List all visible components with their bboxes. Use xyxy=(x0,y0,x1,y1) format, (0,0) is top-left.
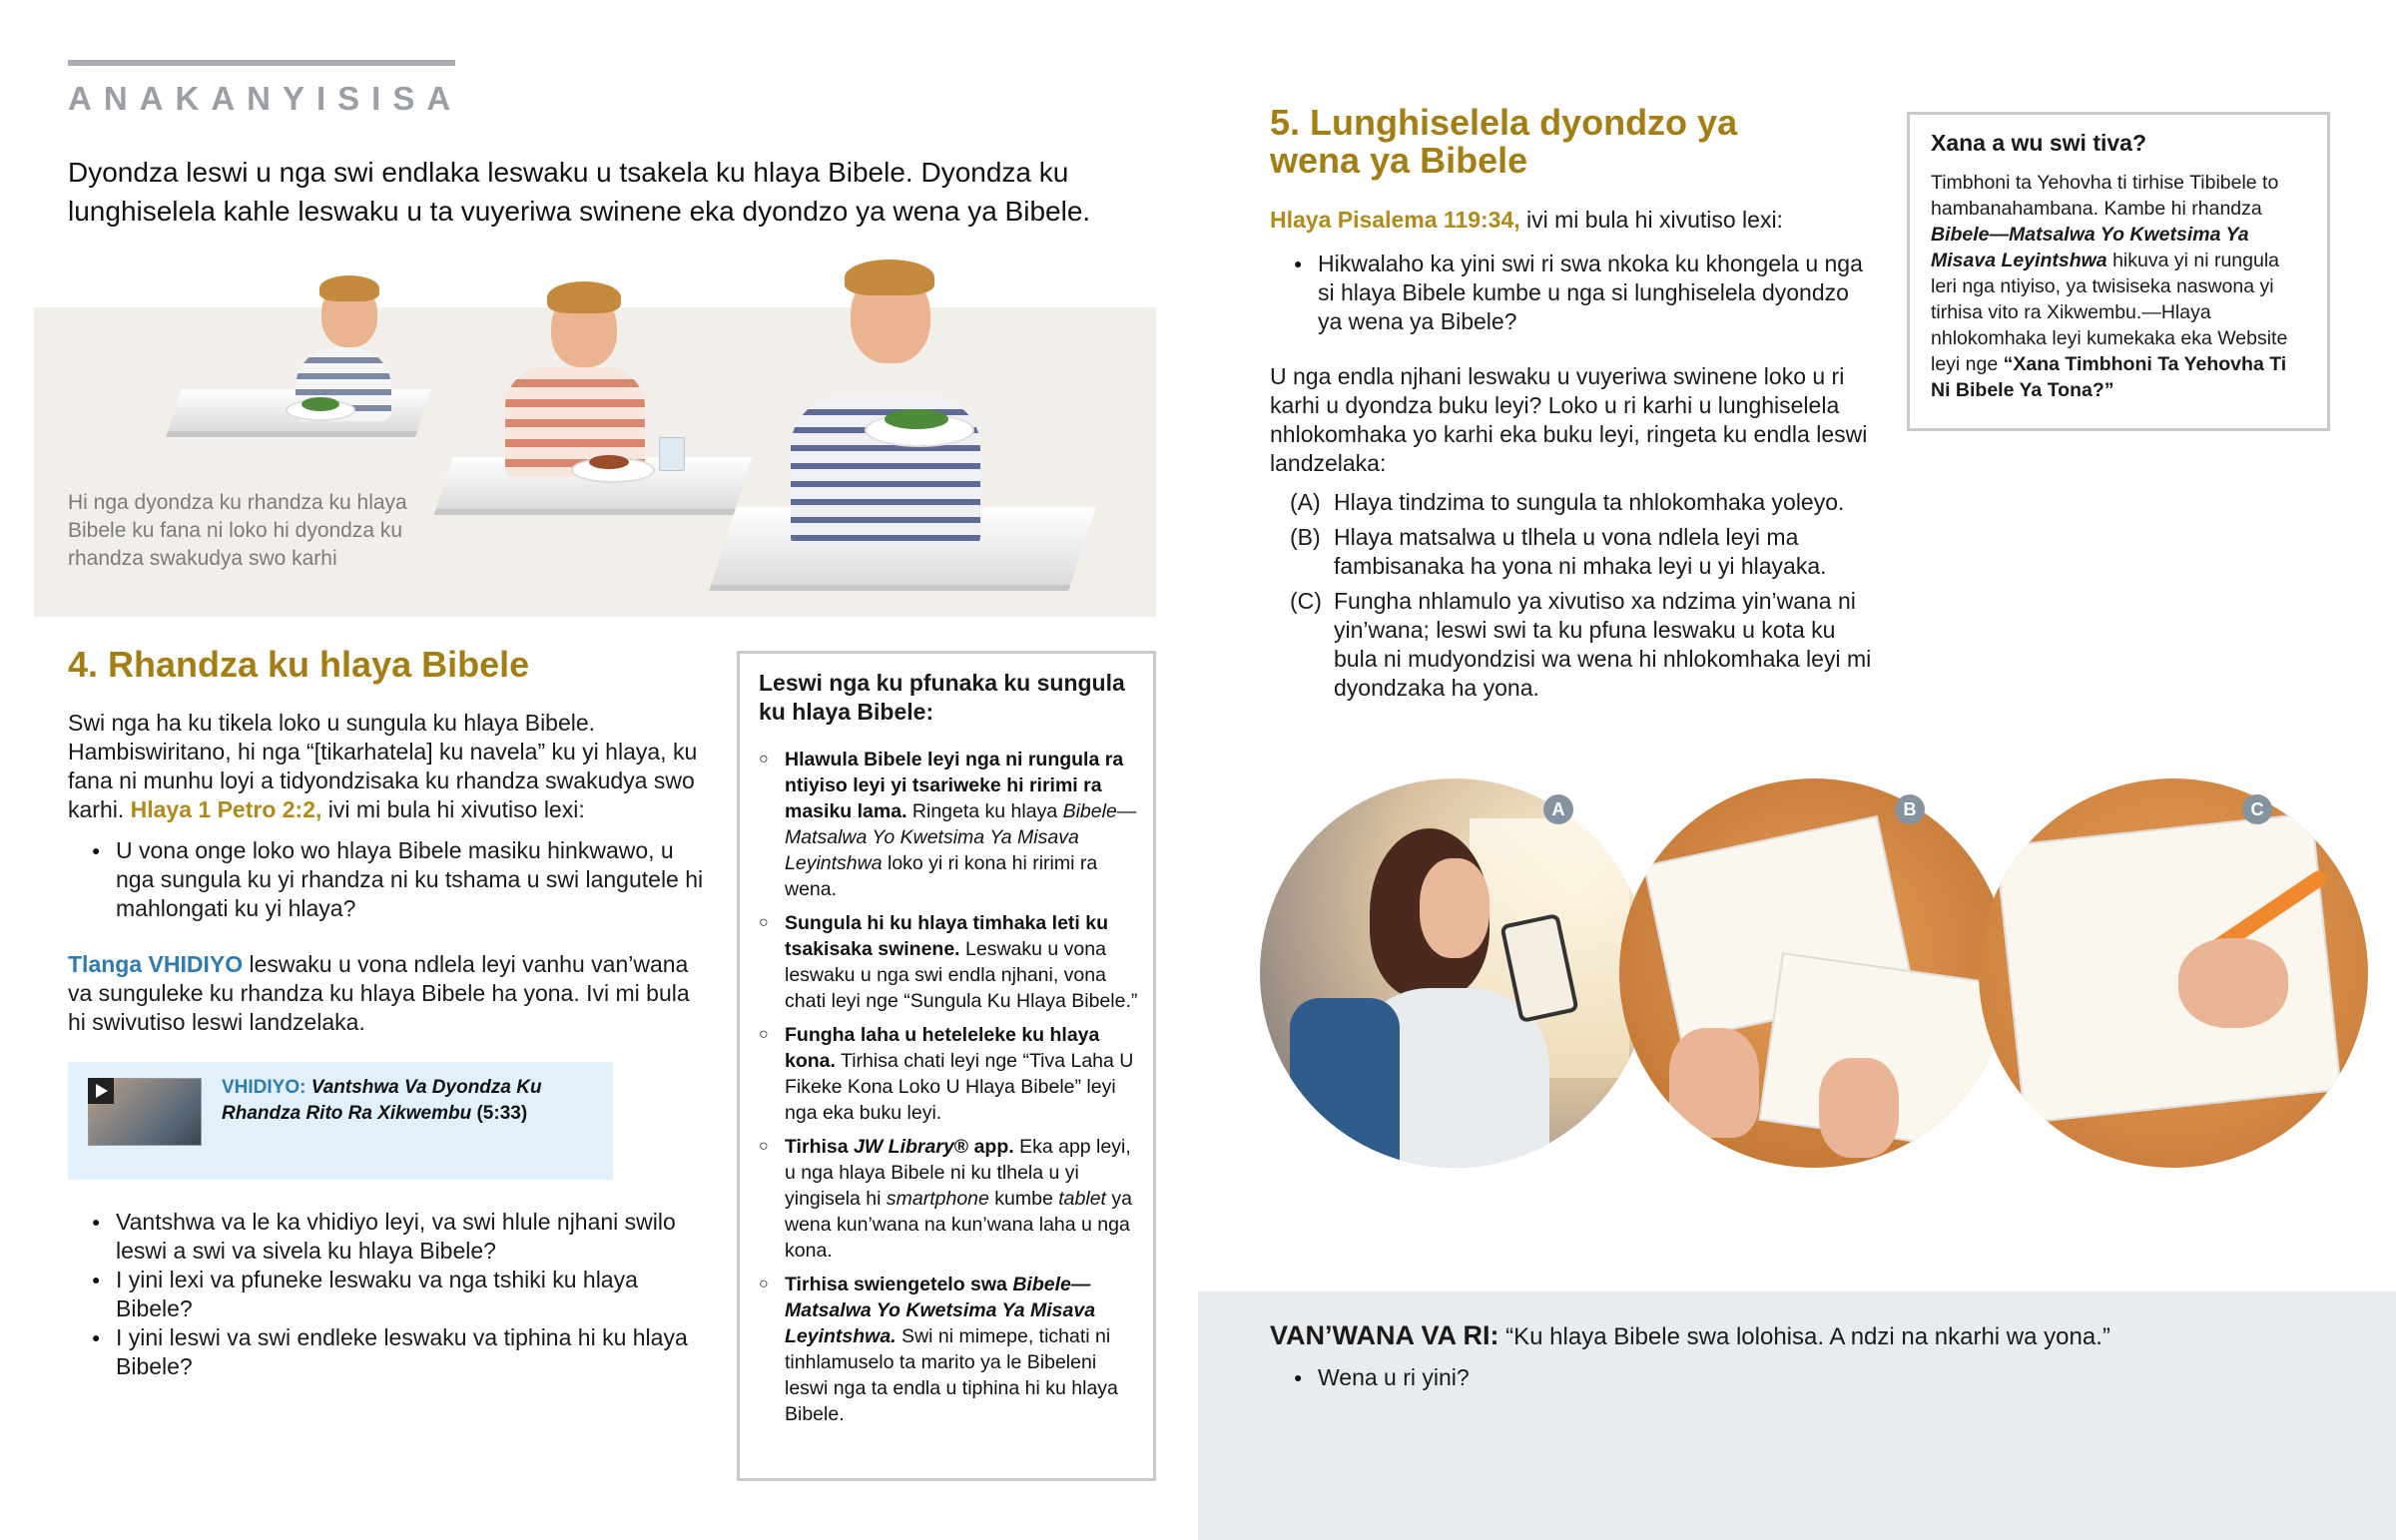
list-item: ● Vantshwa va le ka vhidiyo leyi, va swi hlule njhani swilo leswi a swi va sivela ku hlaya Bibele? xyxy=(70,1208,709,1266)
badge-b: B xyxy=(1895,794,1925,824)
play-video-link[interactable]: Tlanga VHIDIYO xyxy=(68,951,244,977)
video-name: Vantshwa Va Dyondza Ku Rhandza Rito Ra Xikwembu xyxy=(222,1077,542,1124)
list-item: ● I yini lexi va pfuneke leswaku va nga tshiki ku hlaya Bibele? xyxy=(70,1266,709,1323)
article-link[interactable]: “Xana Timbhoni Ta Yehovha Ti Ni Bibele Ya Tona?” xyxy=(1931,353,2287,401)
step-text: Hlaya matsalwa u tlhela u vona ndlela leyi ma fambisanaka ha yona ni mhaka leyi u yi hlayaka. xyxy=(1334,524,1827,579)
step-text: Fungha nhlamulo ya xivutiso xa ndzima yin’wana ni yin’wana; leswi swi ta ku pfuna leswaku u kota ku bula ni mudyondzisi wa wena hi nhlokomhaka leyi mi dyondzaka ha yona. xyxy=(1334,588,1872,701)
tip-text: Eka app leyi, u nga hlaya Bibele ni ku tlhela u yi yingisela hi xyxy=(785,1136,1131,1210)
video-question-list xyxy=(70,1208,709,1381)
tip-item xyxy=(759,1272,1138,1427)
hand-right xyxy=(1819,1058,1899,1158)
others-say-label: VAN’WANA VA RI: xyxy=(1270,1320,1499,1350)
quote-text: “Ku hlaya Bibele swa lolohisa. A ndzi na nkarhi wa yona.” xyxy=(1498,1323,2110,1350)
illustration-b-open-books xyxy=(1619,778,2009,1168)
girl-face xyxy=(1420,858,1490,958)
food-3 xyxy=(885,409,948,429)
step-letter: (B) xyxy=(1290,524,1321,550)
section-5-body: U nga endla njhani leswaku u vuyeriwa swinene loko u ri karhi u dyondza buku leyi? Loko u ri karhi u lunghiselela nhlokomhaka yo karhi eka buku leyi, ringeta ku endla leswi landzelaka: xyxy=(1270,363,1868,476)
tip-bold-italic: Bibele—Matsalwa Yo Kwetsima Ya Misava Leyintshwa. xyxy=(785,1274,1096,1347)
study-step xyxy=(1290,488,1879,517)
section-4-text: Swi nga ha ku tikela loko u sungula ku hlaya Bibele. Hambiswiritano, hi nga “[tikarhatela] ku navela” ku yi hlaya, ku fana ni munhu loyi a tidyondzisaka ku rhandza swakudya swo karhi. xyxy=(68,710,698,822)
food-1 xyxy=(301,397,339,411)
hand-writing xyxy=(2178,938,2288,1028)
tips-list xyxy=(759,747,1138,1435)
tip-tail: loko yi ri kona hi ririmi ra wena. xyxy=(785,852,1098,900)
video-title[interactable] xyxy=(222,1075,601,1127)
tip-text: Tirhisa chati leyi nge “Tiva Laha U Fikeke Kona Loko U Hlaya Bibele” leyi nga eka buku leyi. xyxy=(785,1050,1134,1124)
page-kicker: ANAKANYISISA xyxy=(68,80,463,117)
scripture-reference-link[interactable]: Hlaya Pisalema 119:34, xyxy=(1270,207,1520,233)
tip-bold-tail: ® app. xyxy=(953,1136,1014,1158)
video-duration: (5:33) xyxy=(471,1103,528,1124)
illustration-caption: Hi nga dyondza ku rhandza ku hlaya Bibele ku fana ni loko hi dyondza ku rhandza swakudya swo karhi xyxy=(68,491,407,570)
tip-italic: smartphone xyxy=(886,1188,989,1210)
tip-bold-italic: JW Library xyxy=(854,1136,954,1158)
tips-title: Leswi nga ku pfunaka ku sungula ku hlaya Bibele: xyxy=(759,670,1125,725)
sidebox-text: Timbhoni ta Yehovha ti tirhise Tibibele to hambanahambana. Kambe hi rhandza xyxy=(1931,172,2279,220)
sidebox-italic: Bibele—Matsalwa Yo Kwetsima Ya Misava Leyintshwa xyxy=(1931,224,2249,271)
tip-bold: Hlawula Bibele leyi nga ni rungula ra ntiyiso leyi yi tsariweke hi ririmi ra masiku lama. xyxy=(785,749,1124,822)
sidebox-tail: hikuva yi ni rungula leri nga ntiyiso, ya twisiseka naswona yi tirhisa vito ra Xikwembu.—Hlaya nhlokomhaka leyi kumekaka eka Website leyi nge xyxy=(1931,250,2288,375)
boy-2-hair xyxy=(547,281,621,313)
play-icon xyxy=(96,1084,108,1098)
section-5-title: 5. Lunghiselela dyondzo ya wena ya Bibele xyxy=(1270,102,1738,181)
did-you-know-text xyxy=(1931,170,2310,403)
list-item: ● Wena u ri yini? xyxy=(1272,1363,1871,1392)
illustration-c-highlighting xyxy=(1979,778,2368,1168)
study-step xyxy=(1290,523,1879,581)
tip-item xyxy=(759,747,1138,902)
list-item: ● U vona onge loko wo hlaya Bibele masiku hinkwawo, u nga sungula ku yi rhandza ni ku tshama u swi langutele hi mahlongati ku yi hlaya? xyxy=(70,836,709,923)
step-letter: (A) xyxy=(1290,489,1321,515)
tip-bold: Fungha laha u heteleleke ku hlaya kona. xyxy=(785,1024,1100,1072)
hand-left xyxy=(1669,1028,1759,1138)
study-steps-list xyxy=(1290,488,1879,709)
tip-bold xyxy=(785,1136,1014,1158)
scripture-reference-link[interactable]: Hlaya 1 Petro 2:2, xyxy=(130,796,322,822)
header-rule xyxy=(68,60,455,66)
badge-c: C xyxy=(2242,794,2272,824)
list-item: ● I yini leswi va swi endleke leswaku va tiphina hi ku hlaya Bibele? xyxy=(70,1323,709,1381)
tip-italic: Bibele—Matsalwa Yo Kwetsima Ya Misava Leyintshwa xyxy=(785,800,1137,874)
did-you-know-title: Xana a wu swi tiva? xyxy=(1931,130,2147,156)
boy-1-hair xyxy=(319,275,379,301)
tip-item xyxy=(759,1134,1138,1264)
others-say-quote xyxy=(1270,1319,2348,1353)
tip-tail: kumbe xyxy=(988,1188,1059,1210)
tip-tail-2: ya wena kun’wana na kun’wana laha u nga kona. xyxy=(785,1188,1132,1262)
section-4-question-list xyxy=(70,836,709,923)
section-4-body xyxy=(68,709,707,824)
tip-bold: Sungula hi ku hlaya timhaka leti ku tsakisaka swinene. xyxy=(785,912,1108,960)
section-5-ref-line xyxy=(1270,206,1869,235)
tip-item xyxy=(759,910,1138,1014)
tip-italic-2: tablet xyxy=(1058,1188,1106,1210)
book-open xyxy=(1995,812,2342,1124)
step-text: Hlaya tindzima to sungula ta nhlokomhaka yoleyo. xyxy=(1334,489,1845,515)
list-item: ● Hikwalaho ka yini swi ri swa nkoka ku khongela u nga si hlaya Bibele kumbe u nga si lunghiselela dyondzo ya wena ya Bibele? xyxy=(1272,250,1871,336)
step-letter: (C) xyxy=(1290,588,1322,614)
video-intro-text: leswaku u vona ndlela leyi vanhu van’wana va sunguleke ku rhandza ku hlaya Bibele ha yona. Ivi mi bula hi swivutiso leswi landzelaka. xyxy=(68,951,690,1035)
boy-3-hair xyxy=(845,259,934,295)
intro-paragraph: Dyondza leswi u nga swi endlaka leswaku u tsakela ku hlaya Bibele. Dyondza ku lunghiselela kahle leswaku u ta vuyeriwa swinene eka dyondzo ya wena ya Bibele. xyxy=(68,157,1091,227)
section-5-question-list xyxy=(1272,250,1871,336)
study-step xyxy=(1290,587,1879,703)
quote-question-list xyxy=(1272,1363,1871,1392)
tip-text: Swi ni mimepe, tichati ni tinhlamuselo ta marito ya le Bibeleni leswi nga ta endla u tiphina hi ku hlaya Bibele. xyxy=(785,1325,1118,1425)
backpack xyxy=(1290,998,1400,1168)
tip-item xyxy=(759,1022,1138,1126)
water-glass xyxy=(659,437,685,471)
tip-text: Leswaku u vona leswaku u nga swi endla njhani, vona chati leyi nge “Sungula Ku Hlaya Bibele.” xyxy=(785,938,1138,1012)
section-5-ref-tail: ivi mi bula hi xivutiso lexi: xyxy=(1519,207,1783,233)
tip-bold-a: Tirhisa swiengetelo swa xyxy=(785,1274,1013,1295)
illustration-a-reading-phone xyxy=(1260,778,1649,1168)
tip-text: Ringeta ku hlaya xyxy=(906,800,1063,822)
video-intro xyxy=(68,950,707,1037)
section-4-title: 4. Rhandza ku hlaya Bibele xyxy=(68,644,530,685)
tip-bold-a: Tirhisa xyxy=(785,1136,855,1158)
section-4-ref-tail: ivi mi bula hi xivutiso lexi: xyxy=(321,796,585,822)
badge-a: A xyxy=(1543,794,1573,824)
food-2 xyxy=(589,455,629,469)
video-label: VHIDIYO: xyxy=(222,1077,306,1098)
